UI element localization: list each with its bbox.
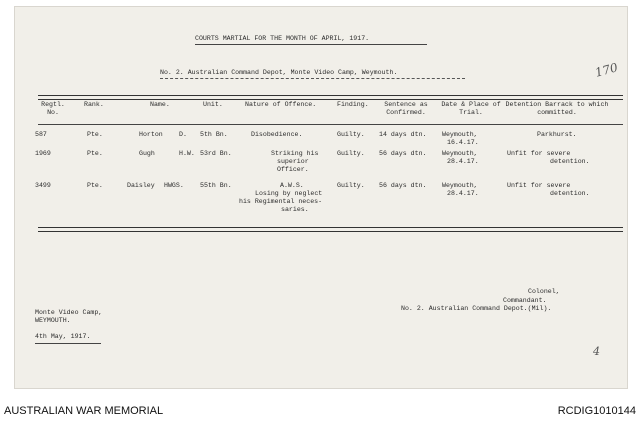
archive-name: AUSTRALIAN WAR MEMORIAL [4,405,164,417]
header-unit: Unit. [203,101,223,108]
offence-line: Losing by neglect [255,190,323,197]
unit: 55th Bn. [200,182,232,189]
unit: 53rd Bn. [200,150,232,157]
signature-title: Commandant. [503,297,547,304]
finding: Guilty. [337,182,365,189]
sentence: 56 days dtn. [379,182,427,189]
rank: Pte. [87,150,103,157]
table-header-rule [38,124,623,125]
header-rank: Rank. [84,101,104,108]
detention-line: detention. [550,190,590,197]
offence-line: superior [277,158,309,165]
initials: D. [179,131,187,138]
rank: Pte. [87,131,103,138]
initials: HWGS. [164,182,184,189]
document-date: 4th May, 1917. [35,333,91,340]
header-regtl-no: Regtl. No. [41,101,65,116]
unit: 5th Bn. [200,131,228,138]
folio-number: 170 [593,60,620,80]
surname: Horton [139,131,163,138]
offence-line: saries. [281,206,309,213]
signature-unit: No. 2. Australian Command Depot.(Mil). [401,305,552,312]
detention-line: Unfit for severe [507,150,571,157]
sentence: 14 days dtn. [379,131,427,138]
archive-reference: RCDIG1010144 [557,405,636,417]
surname: Daisley [127,182,155,189]
trial-date: 28.4.17. [447,158,479,165]
date-underline [35,343,101,344]
surname: Gugh [139,150,155,157]
offence-line: A.W.S. [280,182,304,189]
header-detention: Detention Barrack to which committed. [505,101,609,116]
trial-date: 28.4.17. [447,190,479,197]
offence-line: Disobedience. [251,131,303,138]
regtl-no: 3499 [35,182,51,189]
initials: H.W. [179,150,195,157]
finding: Guilty. [337,150,365,157]
header-name: Name. [150,101,170,108]
offence-line: his Regimental neces- [239,198,323,205]
subtitle-underline [160,78,465,79]
trial-date: 16.4.17. [447,139,479,146]
table-bottom-rule [38,227,623,232]
header-sentence: Sentence as Confirmed. [384,101,428,116]
document-title: COURTS MARTIAL FOR THE MONTH OF APRIL, 1917. [195,35,370,42]
place-line: Monte Video Camp, [35,309,103,316]
title-underline [195,44,427,45]
trial-place: Weymouth, [442,150,478,157]
place-line: WEYMOUTH. [35,317,71,324]
header-offence: Nature of Offence. [245,101,317,108]
header-finding: Finding. [337,101,369,108]
signature-rank: Colonel, [528,288,560,295]
handwritten-mark: 4 [593,345,600,358]
document-subtitle: No. 2. Australian Command Depot, Monte Video Camp, Weymouth. [160,69,398,76]
trial-place: Weymouth, [442,131,478,138]
regtl-no: 587 [35,131,47,138]
detention-line: detention. [550,158,590,165]
regtl-no: 1969 [35,150,51,157]
rank: Pte. [87,182,103,189]
header-trial: Date & Place of Trial. [441,101,501,116]
offence-line: Striking his [271,150,319,157]
document-page [14,6,628,389]
sentence: 56 days dtn. [379,150,427,157]
table-top-rule [38,95,623,100]
finding: Guilty. [337,131,365,138]
detention-line: Parkhurst. [537,131,577,138]
detention-line: Unfit for severe [507,182,571,189]
offence-line: Officer. [277,166,309,173]
trial-place: Weymouth, [442,182,478,189]
